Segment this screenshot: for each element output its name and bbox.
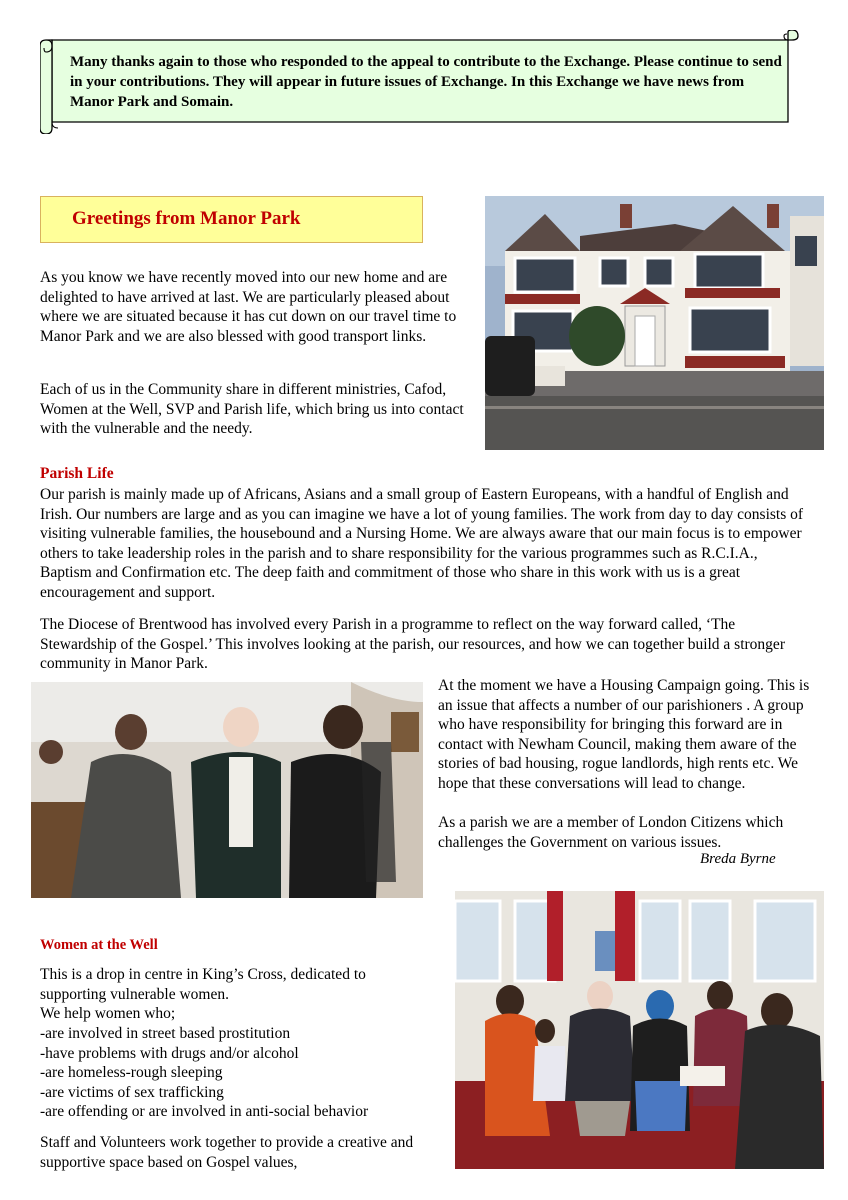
women-at-well-help-line: We help women who; [40, 1005, 176, 1022]
intro-banner-text: Many thanks again to those who responded to the appeal to contribute to the Exchange. Please continue to send in your contributions. They will appear in future issues of Exchange. In this Exchange we have news from Manor Park and Somain. [70, 54, 782, 110]
list-item: -are homeless-rough sleeping [40, 1064, 223, 1081]
parish-life-paragraph-4: As a parish we are a member of London Citizens which challenges the Government on various issues. [438, 814, 784, 851]
list-item: -have problems with drugs and/or alcohol [40, 1044, 299, 1062]
section-heading-box [40, 196, 423, 243]
women-at-well-list [40, 1024, 445, 1122]
intro-banner [40, 30, 800, 134]
section-heading: Greetings from Manor Park [72, 208, 301, 229]
women-at-well-intro: This is a drop in centre in King’s Cross, dedicated to supporting vulnerable women. [40, 966, 366, 1003]
meeting-room-photo [455, 891, 824, 1169]
manor-park-paragraph-2: Each of us in the Community share in different ministries, Cafod, Women at the Well, SVP and Parish life, which bring us into contact with the vulnerable and the needy. [40, 381, 464, 437]
list-item: -are involved in street based prostitution [40, 1025, 291, 1042]
parish-life-paragraph-1: Our parish is mainly made up of Africans, Asians and a small group of Eastern Europeans, with a handful of English and Irish. Our numbers are large and as you can imagine we have a lot of young families. The work from day to day consists of visiting vulnerable families, the housebound and a Nursing Home. We are always aware that our main focus is to empower others to take leadership roles in the parish and to share responsibility for the various programmes such as R.C.I.A., Baptism and Confirmation etc. The deep faith and commitment of those who share in this work with us is a great encouragement and support. [40, 486, 804, 601]
parish-life-paragraph-2: The Diocese of Brentwood has involved every Parish in a programme to reflect on the way forward called, ‘The Stewardship of the Gospel.’ This involves looking at the parish, our resources, and how we can together build a stronger community in Manor Park. [40, 616, 785, 672]
house-photo [485, 196, 824, 450]
list-item: -are offending or are involved in anti-social behavior [40, 1103, 369, 1120]
women-at-well-heading: Women at the Well [40, 937, 158, 953]
list-item: -are victims of sex trafficking [40, 1083, 224, 1101]
parish-group-photo [31, 682, 423, 898]
manor-park-paragraph-1: As you know we have recently moved into our new home and are delighted to have arrived at last. We are particularly pleased about where we are situated because it has cut down on our travel time to Manor Park and we are also blessed with good transport links. [40, 269, 457, 345]
women-at-well-closing: Staff and Volunteers work together to provide a creative and supportive space based on Gospel values, [40, 1134, 414, 1171]
parish-life-heading: Parish Life [40, 465, 114, 482]
parish-life-paragraph-3: At the moment we have a Housing Campaign going. This is an issue that affects a number of our parishioners . A group who have responsibility for bringing this forward are in contact with Newham Council, making them aware of the stories of bad housing, rogue landlords, high rents etc. We hope that these conversations will lead to change. [438, 677, 810, 792]
signature: Breda Byrne [700, 851, 776, 867]
